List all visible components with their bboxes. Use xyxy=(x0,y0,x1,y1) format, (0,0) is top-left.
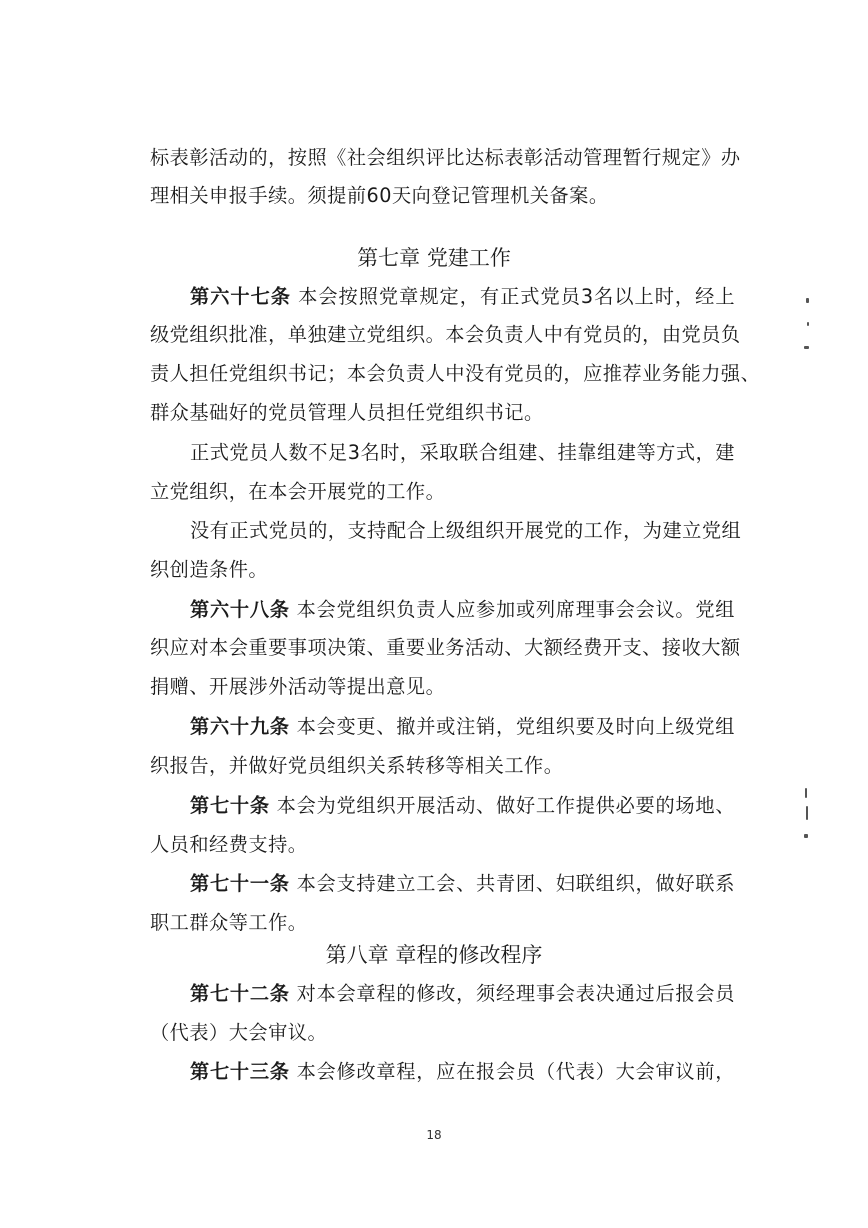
chapter-7-heading: 第七章 党建工作 xyxy=(357,246,511,270)
article-69-label: 第六十九条 xyxy=(190,715,290,738)
scan-speck xyxy=(806,806,808,820)
text-line: 织应对本会重要事项决策、重要业务活动、大额经费开支、接收大额 xyxy=(150,636,741,659)
scan-speck xyxy=(806,298,809,303)
text-line: 正式党员人数不足3名时，采取联合组建、挂靠组建等方式，建 xyxy=(190,441,735,464)
article-68-text: 本会党组织负责人应参加或列席理事会会议。党组 xyxy=(296,598,735,621)
text-line: 职工群众等工作。 xyxy=(150,911,308,934)
article-71-text: 本会支持建立工会、共青团、妇联组织，做好联系 xyxy=(296,872,735,895)
scan-speck xyxy=(805,788,807,798)
article-68-line xyxy=(190,598,735,622)
article-67-line xyxy=(190,285,735,309)
text-line: 人员和经费支持。 xyxy=(150,833,308,856)
article-72-text: 对本会章程的修改，须经理事会表决通过后报会员 xyxy=(296,982,735,1005)
text-line: 责人担任党组织书记；本会负责人中没有党员的，应推荐业务能力强、 xyxy=(150,362,761,385)
article-69-line xyxy=(190,715,735,739)
text-line: 级党组织批准，单独建立党组织。本会负责人中有党员的，由党员负 xyxy=(150,323,741,346)
scan-speck xyxy=(804,834,808,838)
article-71-line xyxy=(190,872,735,896)
article-70-label: 第七十条 xyxy=(190,794,270,817)
text-line: （代表）大会审议。 xyxy=(150,1021,328,1044)
article-67-text: 本会按照党章规定，有正式党员3名以上时，经上 xyxy=(298,285,736,308)
article-73-line xyxy=(190,1060,735,1084)
text-line: 群众基础好的党员管理人员担任党组织书记。 xyxy=(150,401,544,424)
text-line: 标表彰活动的，按照《社会组织评比达标表彰活动管理暂行规定》办 xyxy=(150,146,741,169)
chapter-8-heading: 第八章 章程的修改程序 xyxy=(325,943,543,967)
article-70-line xyxy=(190,794,735,818)
text-line: 捐赠、开展涉外活动等提出意见。 xyxy=(150,675,446,698)
text-line: 织报告，并做好党员组织关系转移等相关工作。 xyxy=(150,754,564,777)
article-73-label: 第七十三条 xyxy=(190,1060,290,1083)
article-70-text: 本会为党组织开展活动、做好工作提供必要的场地、 xyxy=(276,794,736,817)
article-71-label: 第七十一条 xyxy=(190,872,290,895)
article-73-text: 本会修改章程，应在报会员（代表）大会审议前， xyxy=(296,1060,735,1083)
text-line: 理相关申报手续。须提前60天向登记管理机关备案。 xyxy=(150,184,609,207)
scan-speck xyxy=(807,322,809,326)
article-67-label: 第六十七条 xyxy=(190,285,291,308)
article-69-text: 本会变更、撤并或注销，党组织要及时向上级党组 xyxy=(296,715,735,738)
article-68-label: 第六十八条 xyxy=(190,598,290,621)
page-number: 18 xyxy=(426,1128,442,1142)
text-line: 织创造条件。 xyxy=(150,558,269,581)
article-72-line xyxy=(190,982,735,1006)
scan-speck xyxy=(804,346,809,349)
text-line: 没有正式党员的，支持配合上级组织开展党的工作，为建立党组 xyxy=(190,519,742,542)
article-72-label: 第七十二条 xyxy=(190,982,290,1005)
text-line: 立党组织，在本会开展党的工作。 xyxy=(150,480,446,503)
